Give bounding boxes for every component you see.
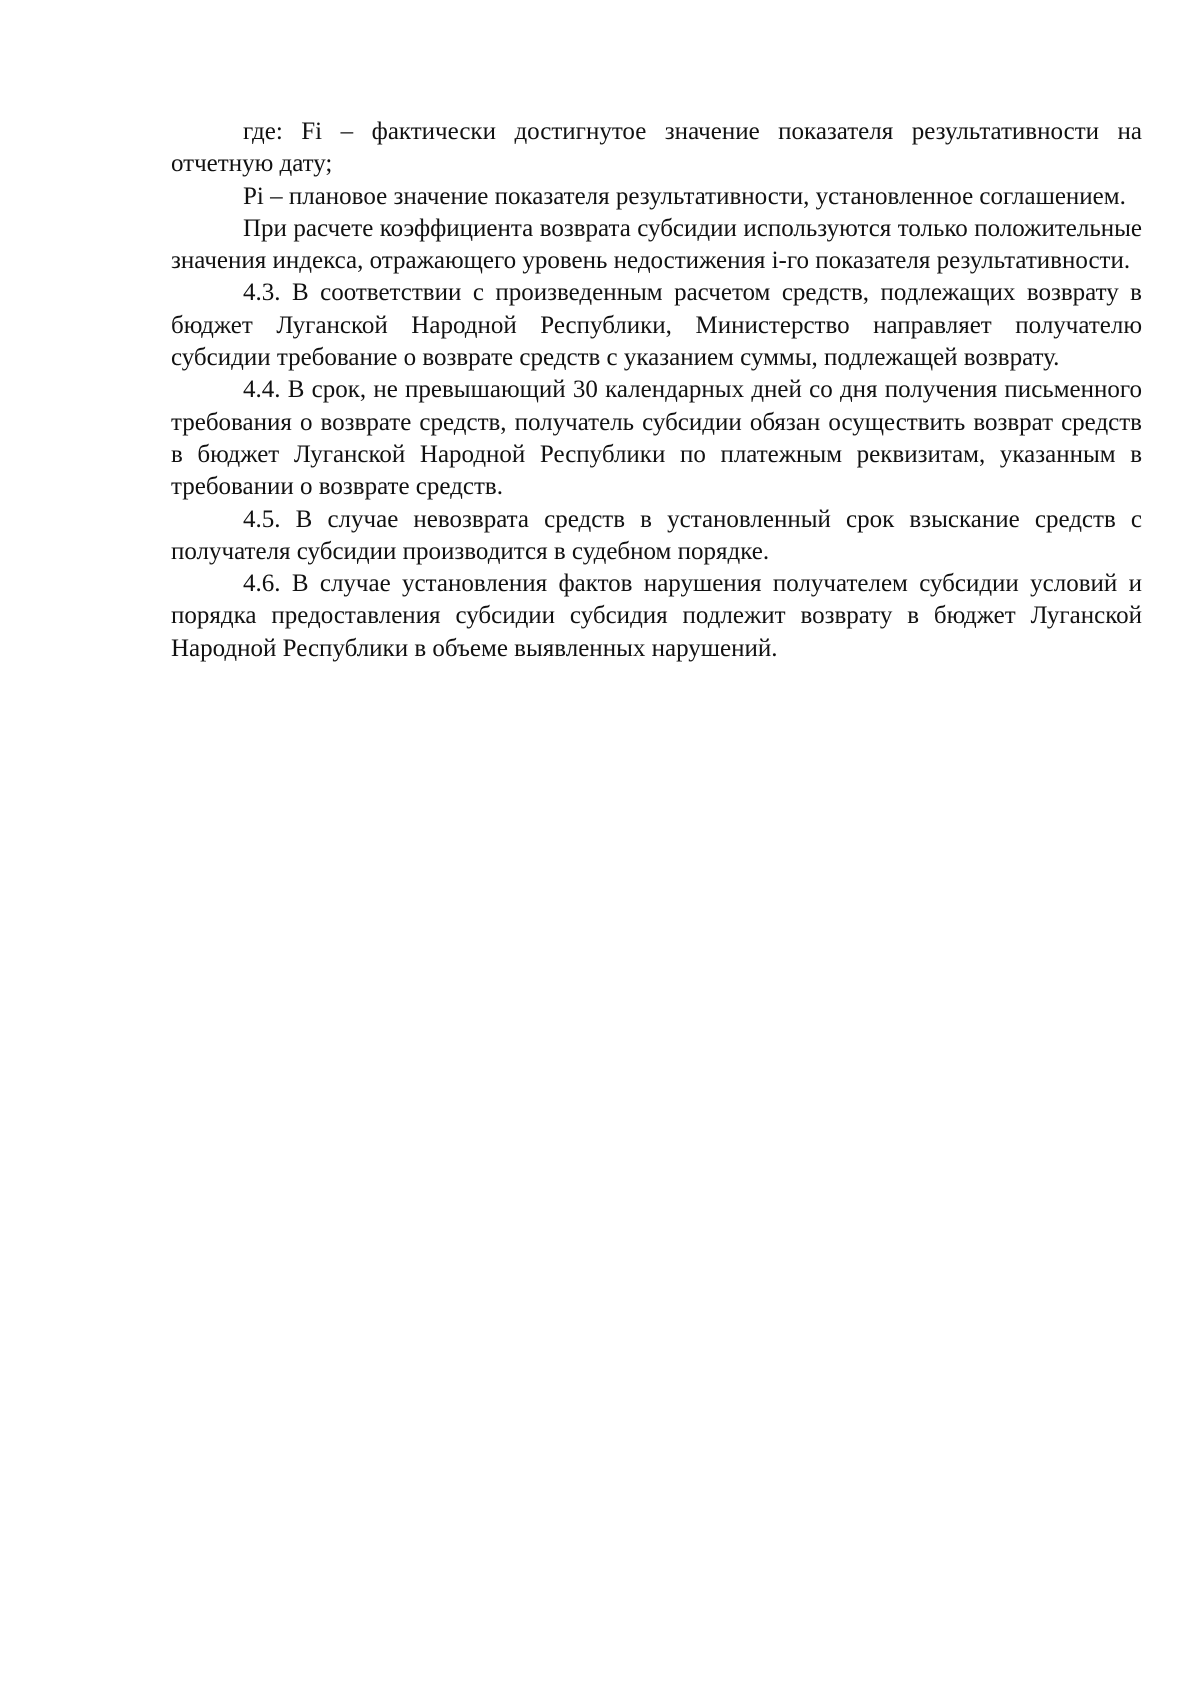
paragraph-4-6: 4.6. В случае установления фактов нарушения получателем субсидии условий и порядка предоставления субсидии субсидия подлежит возврату в бюджет Луганской Народной Республики в объеме выявленных нарушений. (171, 570, 1142, 662)
paragraph-4-3: 4.3. В соответствии с произведенным расчетом средств, подлежащих возврату в бюджет Луганской Народной Республики, Министерство направляет получателю субсидии требование о возврате средств с указанием суммы, подлежащей возврату. (171, 279, 1142, 372)
paragraph-fi-definition: где: Fi – фактически достигнутое значение показателя результативности на отчетную дату; (171, 118, 1142, 178)
document-page (171, 116, 1142, 665)
paragraph-4-5: 4.5. В случае невозврата средств в установленный срок взыскание средств с получателя субсидии производится в судебном порядке. (171, 505, 1142, 565)
paragraph-pi-definition: Pi – плановое значение показателя результативности, установленное соглашением. (243, 182, 1126, 210)
paragraph-4-4: 4.4. В срок, не превышающий 30 календарных дней со дня получения письменного требования о возврате средств, получатель субсидии обязан осуществить возврат средств в бюджет Луганской Народной Республики по платежным реквизитам, указанным в требовании о возврате средств. (171, 376, 1142, 501)
paragraph-coefficient-note: При расчете коэффициента возврата субсидии используются только положительные значения индекса, отражающего уровень недостижения i-го показателя результативности. (171, 214, 1142, 275)
